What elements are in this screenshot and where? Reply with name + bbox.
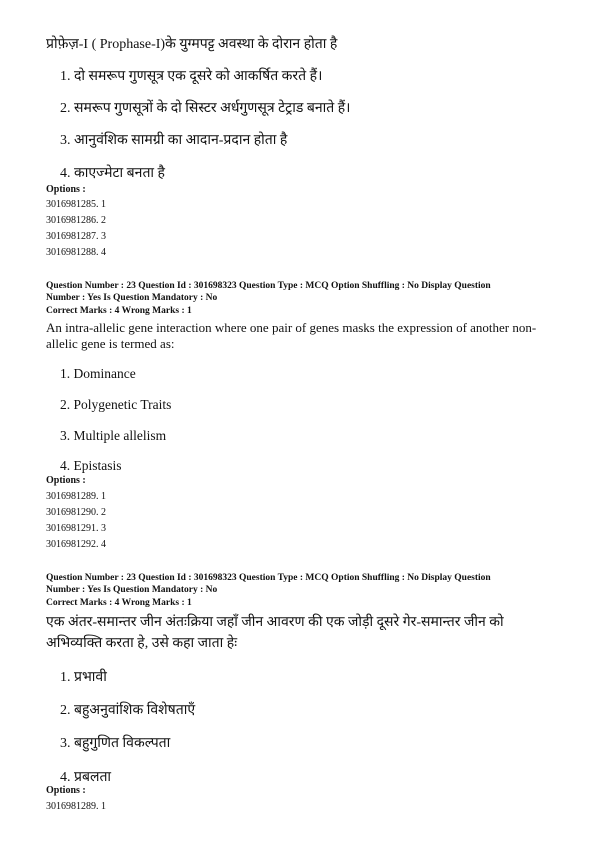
- q2-option-id-3: 3016981291. 3: [46, 523, 106, 534]
- q2-option-4: 4. Epistasis: [60, 458, 122, 473]
- q1-option-id-4: 3016981288. 4: [46, 247, 106, 258]
- q2-meta-line-1: Question Number : 23 Question Id : 301698323 Question Type : MCQ Option Shuffling : No Display Question: [46, 281, 491, 291]
- q1-option-id-3: 3016981287. 3: [46, 231, 106, 242]
- q1-option-3: 3. आनुवंशिक सामग्री का आदान-प्रदान होता है: [60, 133, 288, 148]
- q2-option-2: 2. Polygenetic Traits: [60, 397, 172, 412]
- q2-marks: Correct Marks : 4 Wrong Marks : 1: [46, 306, 192, 316]
- q1-option-id-2: 3016981286. 2: [46, 215, 106, 226]
- q1-option-1: 1. दो समरूप गुणसूत्र एक दूसरे को आकर्षित करते हैं।: [60, 69, 323, 84]
- q2-option-3: 3. Multiple allelism: [60, 428, 167, 443]
- q3-option-3: 3. बहुगुणित विकल्पता: [60, 736, 171, 751]
- q2-stem-line-1: An intra-allelic gene interaction where one pair of genes masks the expression of another non-: [46, 320, 537, 335]
- q2-options-label: Options :: [46, 475, 86, 486]
- q3-option-4: 4. प्रबलता: [60, 770, 112, 785]
- q2-option-id-1: 3016981289. 1: [46, 491, 106, 502]
- q2-option-id-2: 3016981290. 2: [46, 507, 106, 518]
- q1-option-2: 2. समरूप गुणसूत्रों के दो सिस्टर अर्धगुणसूत्र टेट्राड बनाते हैं।: [60, 101, 351, 116]
- q2-option-1: 1. Dominance: [60, 366, 136, 381]
- q2-meta-line-2: Number : Yes Is Question Mandatory : No: [46, 293, 218, 303]
- q3-meta-line-1: Question Number : 23 Question Id : 301698323 Question Type : MCQ Option Shuffling : No Display Question: [46, 573, 491, 583]
- q3-marks: Correct Marks : 4 Wrong Marks : 1: [46, 598, 192, 608]
- q2-option-id-4: 3016981292. 4: [46, 539, 106, 550]
- q3-meta-line-2: Number : Yes Is Question Mandatory : No: [46, 585, 218, 595]
- q3-option-1: 1. प्रभावी: [60, 670, 107, 685]
- q1-option-id-1: 3016981285. 1: [46, 199, 106, 210]
- q2-stem-line-2: allelic gene is termed as:: [46, 336, 175, 351]
- q3-stem-line-2: अभिव्यक्ति करता हे, उसे कहा जाता हेः: [46, 636, 238, 651]
- q1-stem: प्रोफ़ेज़-I ( Prophase-I)के युग्मपट्ट अवस्था के दोरान होता है: [46, 37, 338, 52]
- q3-option-2: 2. बहुअनुवांशिक विशेषताएँ: [60, 703, 196, 718]
- q3-stem-line-1: एक अंतर-समान्तर जीन अंतःक्रिया जहाँ जीन आवरण की एक जोड़ी दूसरे गेर-समान्तर जीन को: [46, 615, 504, 630]
- q3-options-label: Options :: [46, 785, 86, 796]
- q1-option-4: 4. काएज्मेटा बनता है: [60, 166, 165, 181]
- q3-option-id-1: 3016981289. 1: [46, 801, 106, 812]
- q1-options-label: Options :: [46, 184, 86, 195]
